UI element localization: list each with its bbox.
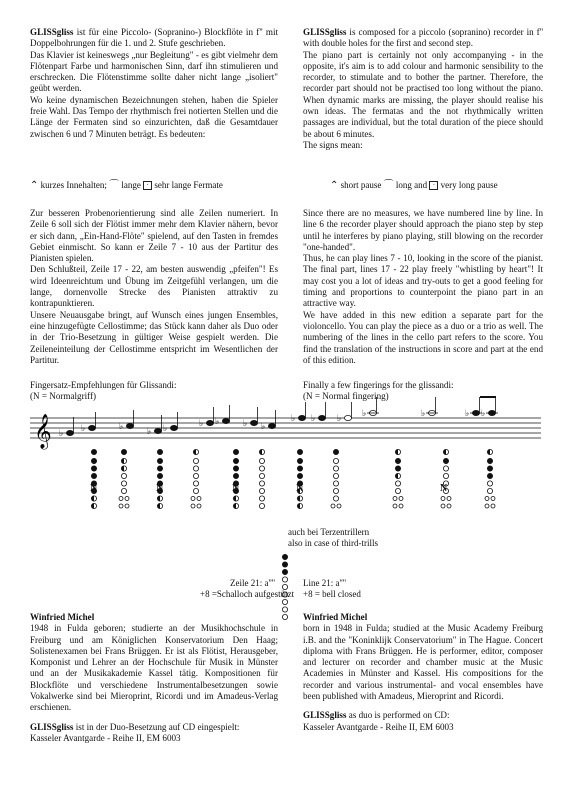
- note-head: [318, 415, 325, 420]
- fingering-caption-de: Fingersatz-Empfehlungen für Glissandi: (N = Normalgriff): [30, 380, 177, 402]
- para-3-de: Zur besseren Probenorientierung sind alle Zeilen numeriert. In Zeile 6 soll sich der Flötist immer mehr dem Klavier nähern, bevor er sich dann, „Ein-Hand-Flöte" spielend, auf den Tasten in fremdes Gebiet einmischt. So kann er Zeile 7 - 10 aus der Partitur des Pianisten spielen.: [30, 208, 278, 264]
- trill-note: auch bei Terzentrillern also in case of third-trills: [288, 527, 378, 548]
- sign-long-de: lange: [121, 180, 141, 190]
- para-3-en: Since there are no measures, we have numbered line by line. In line 6 the recorder player should approach the piano step by step until he interferes by piano playing, still blowing on the recorder "one-handed".: [303, 208, 543, 252]
- zeile21-note: Zeile 21: a'''' +8 =Schalloch aufgestützt: [200, 578, 295, 599]
- para-2-en: The signs mean:: [303, 139, 363, 150]
- flat-icon: ♭: [147, 426, 152, 436]
- note-head: [250, 420, 257, 425]
- normal-fingering-label: N: [232, 483, 240, 494]
- normal-fingering-label: N: [156, 483, 164, 494]
- fingering-caption-en: Finally a few fingerings for the glissandi: (N = Normal fingering): [303, 380, 454, 402]
- treble-clef-icon: 𝄞: [34, 414, 52, 449]
- note-head: [154, 428, 161, 433]
- title-de: GLISSgliss: [30, 27, 74, 37]
- flat-icon: ♭: [81, 423, 86, 433]
- para-4-en: Thus, he can play lines 7 - 10, looking in the score of the pianist. The final part, lines 17 - 22 play freely "whistling by heart"! It may cost you a lot of ideas and try-outs to get a good feeling for timing and proportions to counterpoint the piano part in an attractive way.: [303, 253, 543, 309]
- note-head: [222, 418, 229, 423]
- notes: [59, 397, 498, 438]
- flat-icon: ♭: [465, 408, 470, 418]
- note-head: [88, 425, 95, 430]
- sign-long-en: long and: [395, 180, 428, 190]
- flat-icon: ♭: [59, 428, 64, 438]
- flat-icon: ♭: [291, 413, 296, 423]
- bio-en: [303, 612, 543, 733]
- cd-text-en: as duo is performed on CD:: [346, 710, 450, 721]
- normal-fingering-label: N: [440, 483, 448, 494]
- para-1-en: The piano part is certainly not only accompanying - in the opposite, it's aim is to add colour and harmonic sensibility to the recorder, to stimulate and to bother the partner. Therefore, the recorder part should not be practised too long without the piano. When dynamic marks are missing, the player should realise his own ideas. The fermatas and the not rhythmically written passages are individual, but the total duration of the piece should be about 6 minutes.: [303, 49, 543, 139]
- normal-fingering-label: N: [296, 483, 304, 494]
- bio-de: [30, 612, 278, 744]
- short-pause-icon: ⌃: [30, 180, 39, 191]
- flat-icon: ♭: [163, 423, 168, 433]
- sign-verylong-de: sehr lange Fermate: [154, 180, 223, 190]
- flat-icon: ♭: [215, 416, 220, 426]
- music-staff: [30, 418, 541, 438]
- note-head: [298, 415, 305, 420]
- cd-text-de: ist in der Duo-Besetzung auf CD eingespielt:: [73, 721, 240, 732]
- title-en: GLISSgliss: [303, 27, 347, 37]
- bio-text-en: born in 1948 in Fulda; studied at the Music Academy Freiburg i.B. and the "Koninklijk Conservatorium" in The Hague. Concert diploma with Frans Brüggen. He is performer, editor, composer and lecturer on recorder and chamber music at the Music Academies in Münster and Kassel. His compositions for the recorder and various instrumental- and vocal ensembles have been published with Amadeus, Mieroprint and Ricordi.: [303, 623, 543, 702]
- flat-icon: ♭: [481, 408, 486, 418]
- flat-icon: ♭: [311, 413, 316, 423]
- flat-icon: ♭: [199, 418, 204, 428]
- flat-icon: ♭: [362, 408, 367, 418]
- sign-verylong-en: very long pause: [440, 180, 498, 190]
- fingering-diagrams: [91, 449, 495, 508]
- sign-short-de: kurzes Innehalten;: [40, 180, 107, 190]
- fermata-icon: ⌒: [383, 180, 394, 191]
- note-head: [344, 415, 351, 420]
- flat-icon: ♭: [243, 418, 248, 428]
- note-head: [206, 420, 213, 425]
- composer-name-en: Winfried Michel: [303, 612, 368, 622]
- fermata-icon: ⌒: [109, 180, 120, 191]
- sign-short-en: short pause: [340, 180, 382, 190]
- cd-title-de: GLISSgliss: [30, 721, 74, 732]
- flat-icon: ♭: [261, 421, 266, 431]
- intro-en: is composed for a piccolo (sopranino) recorder in f'' with double holes for the first and second step.: [303, 27, 543, 49]
- flat-icon: ♭: [119, 421, 124, 431]
- short-pause-icon: ⌃: [330, 180, 339, 191]
- para-4-de: Den Schlußteil, Zeile 17 - 22, am besten auswendig „pfeifen"! Es wird Ideenreichtum und Übung im Zeitgefühl verlangen, um die lange, dornenvolle Strecke des Pianisten attraktiv zu kontrapunktieren.: [30, 264, 278, 309]
- cd-label-en: Kasseler Avantgarde - Reihe II, EM 6003: [303, 721, 454, 732]
- cd-label-de: Kasseler Avantgarde - Reihe II, EM 6003: [30, 732, 181, 743]
- para-5-de: Unsere Neuausgabe bringt, auf Wunsch eines jungen Ensembles, eine hinzugefügte Cellostimme; das Stück kann daher als Duo oder in der Trio-Besetzung in gültiger Weise gespielt werden. Die Zeileneinteilung der Cellostimme entspricht im Wesentlichen der Partitur.: [30, 309, 278, 365]
- note-head: [126, 423, 133, 428]
- bio-text-de: 1948 in Fulda geboren; studierte an der Musikhochschule in Freiburg und am Königlichen Konservatorium Den Haag; Solistenexamen bei Frans Brüggen. Er ist als Flötist, Herausgeber, Komponist und Lehrer an der Hochschule für Musik in Münster und an der Musikakademie Kassel tätig. Kompositionen für Blockflöte und verschiedene Instrumentalbesetzungen sowie Vokalwerke sind bei Mieroprint, Ricordi und im Amadeus-Verlag erschienen.: [30, 623, 278, 713]
- cd-title-en: GLISSgliss: [303, 710, 347, 721]
- line21-note: Line 21: a'''' +8 = bell closed: [303, 578, 361, 599]
- intro-de: ist für eine Piccolo- (Sopranino-) Blockflöte in f'' mit Doppelbohrungen für die 1. und 2. Stufe geschrieben.: [30, 27, 278, 49]
- boxed-fermata-icon: ·: [429, 181, 438, 190]
- para-1-de: Das Klavier ist keineswegs „nur Begleitung" - es gibt vielmehr dem Flötenpart Farbe und harmonischen Sinn, darf ihn stimulieren und erschrecken. Die Flötenstimme sollte daher nicht lange „isoliert" geübt werden.: [30, 49, 278, 94]
- para-2-de: Wo keine dynamischen Bezeichnungen stehen, haben die Spieler freie Wahl. Das Tempo der rhythmisch frei notierten Stellen und die Länge der Fermaten sind so einzurichten, daß die Gesamtdauer zwischen 6 und 7 Minuten beträgt. Es bedeuten:: [30, 94, 278, 139]
- boxed-fermata-icon: ·: [143, 181, 152, 190]
- flat-icon: ♭: [421, 408, 426, 418]
- normal-fingering-label: N: [90, 483, 98, 494]
- para-5-en: We have added in this new edition a separate part for the violoncello. You can play the piece as a duo or a trio as well. The numbering of the lines in the cello part refers to the score. You find the translation of the instructions in score and part at the end of this edition.: [303, 309, 543, 365]
- composer-name-de: Winfried Michel: [30, 612, 95, 622]
- note-head: [268, 423, 275, 428]
- note-head: [66, 430, 73, 435]
- flat-icon: ♭: [337, 413, 342, 423]
- note-head: [170, 425, 177, 430]
